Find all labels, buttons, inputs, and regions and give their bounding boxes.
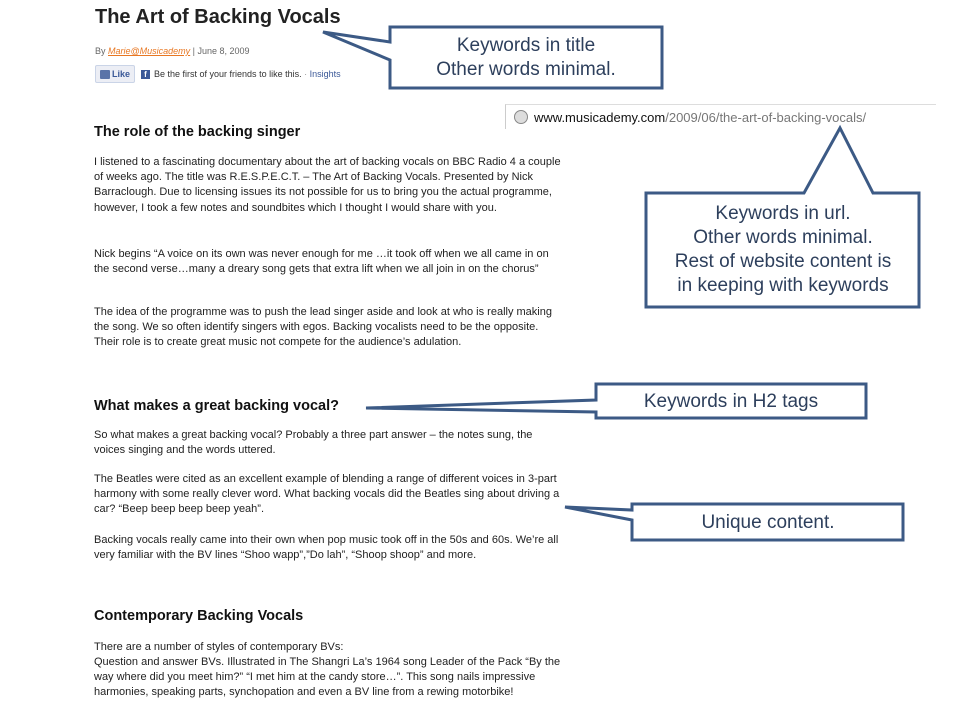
- callout-url: [648, 195, 918, 305]
- callout-line: Unique content.: [701, 511, 835, 533]
- facebook-icon: f: [141, 70, 150, 79]
- paragraph: Nick begins “A voice on its own was never enough for me …it took off when we all came in on the second verse…many a dreary song gets that extra lift when we all join in on the chorus”: [94, 248, 549, 276]
- paragraph: The Beatles were cited as an excellent example of blending a range of different voices in 3-part harmony with some really clever word. What backing vocals did the Beatles sing about driving a car? “Beep beep beep beep yeah”.: [94, 473, 560, 516]
- callout-line: in keeping with keywords: [677, 275, 889, 296]
- section-heading: Contemporary Backing Vocals: [94, 608, 304, 624]
- insights-link[interactable]: Insights: [309, 69, 341, 79]
- paragraph: There are a number of styles of contemporary BVs:: [94, 641, 344, 653]
- callout-line: Other words minimal.: [693, 227, 873, 248]
- paragraph: Question and answer BVs. Illustrated in The Shangri La’s 1964 song Leader of the Pack “By the way where did you meet him?” “I met him at the candy store…”. This song nails impressive harmonies, speaking parts, synchopation and even a BV line from a rewing motorbike!: [94, 656, 561, 699]
- callout-unique: [634, 506, 902, 539]
- like-text: Be the first of your friends to like this.: [154, 69, 302, 79]
- byline-date: | June 8, 2009: [190, 46, 250, 56]
- section-heading: The role of the backing singer: [94, 124, 301, 140]
- callout-line: Other words minimal.: [436, 59, 616, 80]
- paragraph: So what makes a great backing vocal? Probably a three part answer – the notes sung, the voices singing and the words uttered.: [94, 429, 533, 457]
- callout-line: Keywords in H2 tags: [643, 390, 819, 412]
- like-button-label: Like: [112, 69, 131, 79]
- section-heading: What makes a great backing vocal?: [94, 398, 339, 414]
- article-title: The Art of Backing Vocals: [95, 6, 341, 28]
- callout-line: Rest of website content is: [674, 251, 892, 272]
- url-path: /2009/06/the-art-of-backing-vocals/: [665, 109, 867, 125]
- like-separator: ·: [301, 69, 310, 79]
- paragraph: The idea of the programme was to push the lead singer aside and look at who is really making the song. We so often identify singers with egos. Backing vocalists need to be the opposite. Their role is to create great music not compete for the audience’s adulation.: [94, 306, 552, 349]
- callout-h2: [598, 386, 864, 417]
- paragraph: Backing vocals really came into their own when pop music took off in the 50s and 60s. We’re all very familiar with the BV lines “Shoo wapp”,”Do lah”, “Shoop shoop” and more.: [94, 534, 559, 562]
- callout-line: Keywords in title: [456, 35, 596, 56]
- url-host: www.musicademy.com: [534, 109, 666, 125]
- byline-prefix: By: [95, 46, 109, 56]
- callout-title: [392, 29, 660, 87]
- callout-line: Keywords in url.: [715, 203, 851, 224]
- paragraph: I listened to a fascinating documentary about the art of backing vocals on BBC Radio 4 a couple of weeks ago. The title was R.E.S.P.E.C.T. – The Art of Backing Vocals. Presented by Nick Barraclough. Due to licensing issues its not possible for us to bring you the actual programme, however, I took a few notes and soundbites which I thought I would share with you.: [94, 156, 561, 214]
- author-link[interactable]: Marie@Musicademy: [108, 46, 191, 56]
